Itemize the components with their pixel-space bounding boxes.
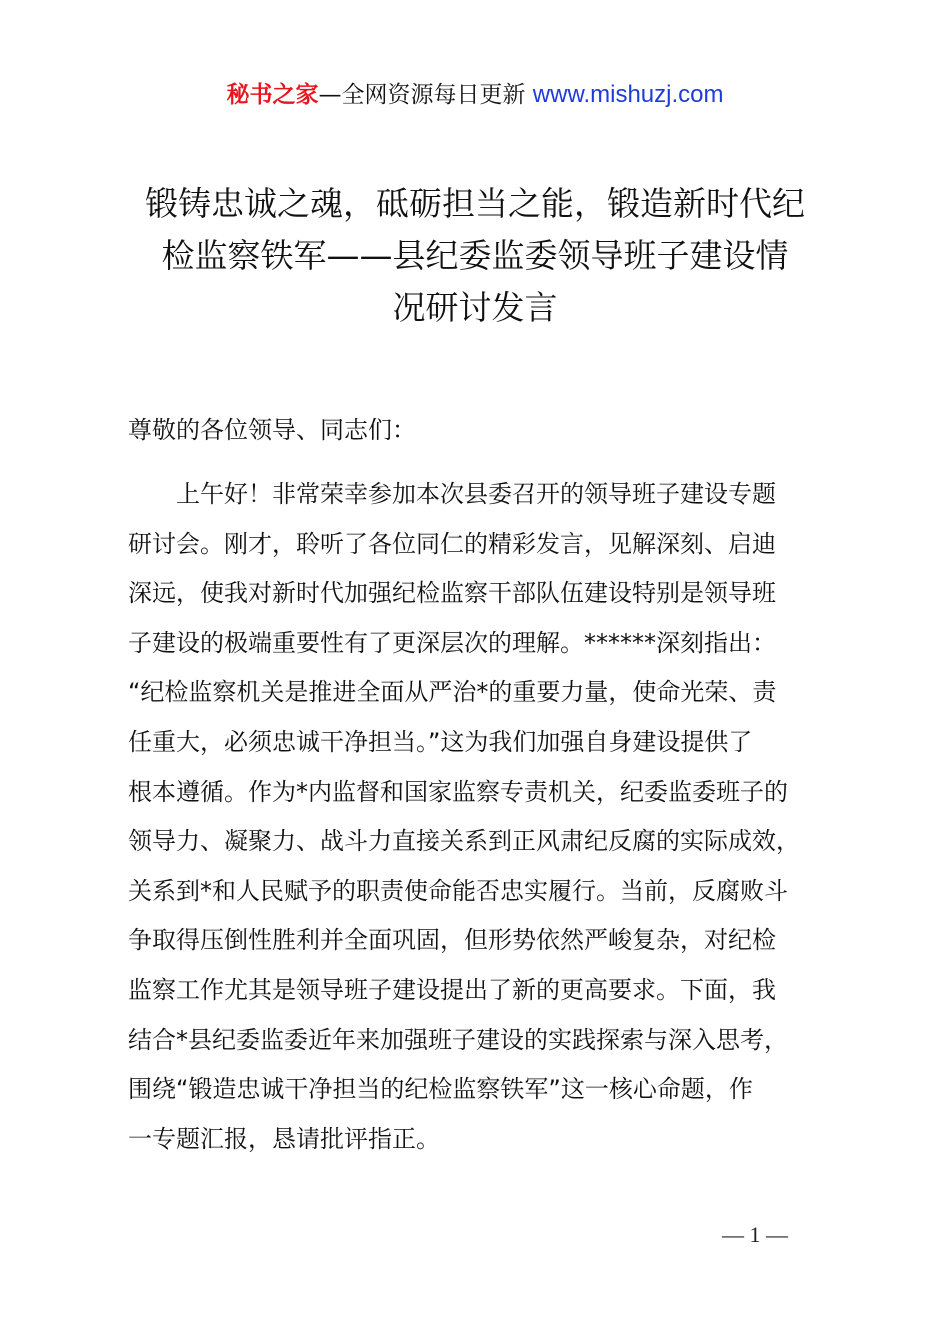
body-line: 关系到*和人民赋予的职责使命能否忠实履行。当前，反腐败斗 <box>128 876 788 905</box>
salutation: 尊敬的各位领导、同志们： <box>128 416 416 444</box>
site-header <box>0 78 950 112</box>
body-line: 上午好！非常荣幸参加本次县委召开的领导班子建设专题 <box>128 480 776 508</box>
body-line: 争取得压倒性胜利并全面巩固，但形势依然严峻复杂，对纪检 <box>128 926 776 955</box>
body-paragraph <box>128 470 848 1164</box>
header-tagline: —全网资源每日更新 <box>318 82 526 108</box>
body-line: 一专题汇报，恳请批评指正。 <box>128 1124 440 1153</box>
body-line: 子建设的极端重要性有了更深层次的理解。******深刻指出： <box>128 628 776 657</box>
body-line: “纪检监察机关是推进全面从严治*的重要力量，使命光荣、责 <box>128 678 777 707</box>
body-line: 监察工作尤其是领导班子建设提出了新的更高要求。下面，我 <box>128 975 776 1004</box>
body-line: 深远，使我对新时代加强纪检监察干部队伍建设特别是领导班 <box>128 579 776 608</box>
page-number: — 1 — <box>722 1222 788 1247</box>
document-title <box>110 178 840 334</box>
body-line: 根本遵循。作为*内监督和国家监察专责机关，纪委监委班子的 <box>128 777 788 806</box>
body-line: 研讨会。刚才，聆听了各位同仁的精彩发言，见解深刻、启迪 <box>128 529 776 558</box>
body-line: 结合*县纪委监委近年来加强班子建设的实践探索与深入思考， <box>128 1025 788 1054</box>
title-line: 况研讨发言 <box>392 288 558 327</box>
body-line: 任重大，必须忠诚干净担当。”这为我们加强自身建设提供了 <box>128 727 753 756</box>
brand-name: 秘书之家 <box>226 82 319 108</box>
title-line: 锻铸忠诚之魂，砥砺担当之能，锻造新时代纪 <box>145 184 805 223</box>
title-line: 检监察铁军——县纪委监委领导班子建设情 <box>161 236 789 275</box>
site-url-link[interactable]: www.mishuzj.com <box>532 81 724 108</box>
body-line: 围绕“锻造忠诚干净担当的纪检监察铁军”这一核心命题，作 <box>128 1075 753 1104</box>
body-line: 领导力、凝聚力、战斗力直接关系到正风肃纪反腐的实际成效， <box>128 827 800 856</box>
